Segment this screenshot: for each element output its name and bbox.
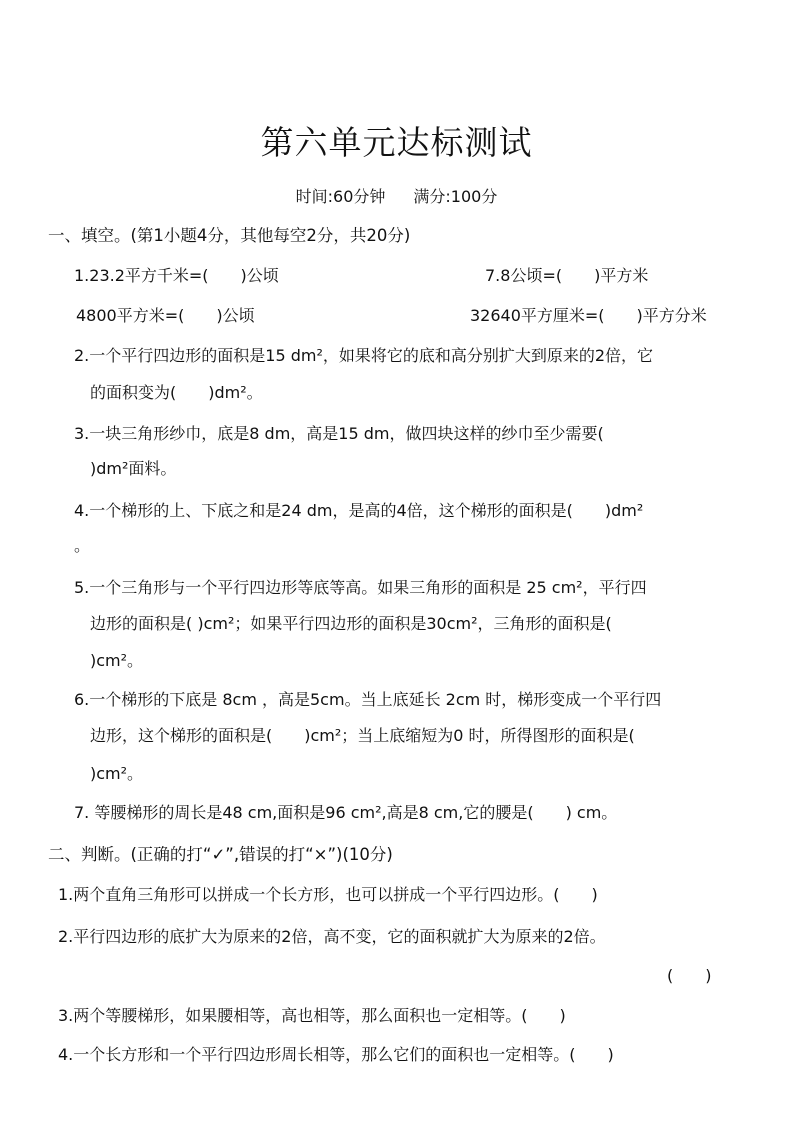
q1-part-d: 32640平方厘米=( )平方分米: [470, 306, 707, 325]
exam-meta: [0, 184, 793, 207]
q5-line3: )cm²。: [90, 651, 144, 670]
q3-line2: )dm²面料。: [90, 459, 177, 478]
q5-line2: 边形的面积是( )cm²；如果平行四边形的面积是30cm²，三角形的面积是(: [90, 614, 612, 633]
section1-heading: 一、填空。(第1小题4分，其他每空2分，共20分): [48, 226, 411, 245]
q6-line2: 边形，这个梯形的面积是( )cm²；当上底缩短为0 时，所得图形的面积是(: [90, 726, 635, 745]
q3-line1: 3.一块三角形纱巾，底是8 dm，高是15 dm，做四块这样的纱巾至少需要(: [74, 424, 604, 443]
judge-q4: 4.一个长方形和一个平行四边形周长相等，那么它们的面积也一定相等。( ): [58, 1045, 614, 1064]
q7: 7. 等腰梯形的周长是48 cm,面积是96 cm²,高是8 cm,它的腰是( ) cm。: [74, 803, 618, 822]
q4-line2: 。: [74, 536, 91, 555]
q4-line1: 4.一个梯形的上、下底之和是24 dm，是高的4倍，这个梯形的面积是( )dm²: [74, 501, 644, 520]
q2-line2: 的面积变为( )dm²。: [90, 383, 263, 402]
full-score: 满分:100分: [413, 187, 498, 206]
time-limit: 时间:60分钟: [295, 187, 386, 206]
q1-part-c: 4800平方米=( )公顷: [76, 306, 255, 325]
q2-line1: 2.一个平行四边形的面积是15 dm²，如果将它的底和高分别扩大到原来的2倍，它: [74, 346, 654, 365]
judge-q1: 1.两个直角三角形可以拼成一个长方形，也可以拼成一个平行四边形。( ): [58, 885, 598, 904]
q1-part-a: 1.23.2平方千米=( )公顷: [74, 266, 279, 285]
section2-heading: 二、判断。(正确的打“✓”,错误的打“×”)(10分): [48, 845, 393, 864]
q1-part-b: 7.8公顷=( )平方米: [485, 266, 649, 285]
q6-line3: )cm²。: [90, 764, 144, 783]
judge-q3: 3.两个等腰梯形，如果腰相等，高也相等，那么面积也一定相等。( ): [58, 1006, 566, 1025]
judge-q2-line1: 2.平行四边形的底扩大为原来的2倍，高不变，它的面积就扩大为原来的2倍。: [58, 927, 606, 946]
page-title: 第六单元达标测试: [260, 123, 533, 162]
q6-line1: 6.一个梯形的下底是 8cm ，高是5cm。当上底延长 2cm 时，梯形变成一个平行四: [74, 690, 662, 709]
q5-line1: 5.一个三角形与一个平行四边形等底等高。如果三角形的面积是 25 cm²，平行四: [74, 578, 647, 597]
judge-q2-answer: ( ): [667, 966, 712, 985]
